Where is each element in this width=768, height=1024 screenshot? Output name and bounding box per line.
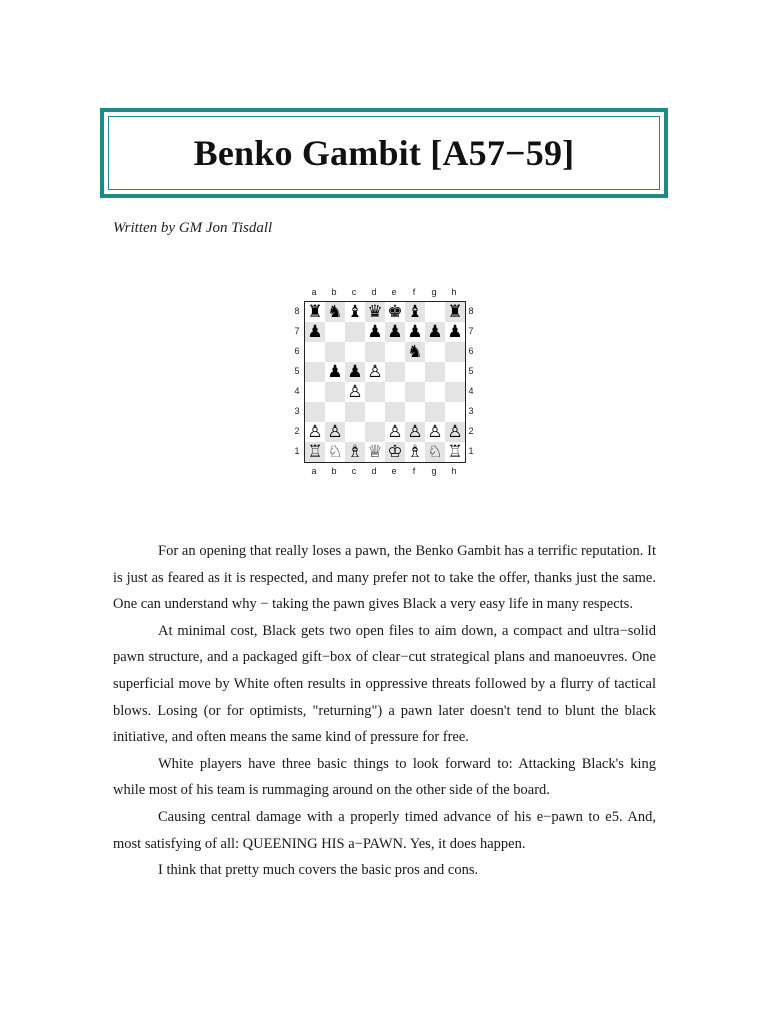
paragraph: Causing central damage with a properly timed advance of his e−pawn to e5. And, most satisfying of all: QUEENING HIS a−PAWN. Yes, it does happen.: [113, 808, 656, 852]
title-frame: [100, 108, 668, 198]
board-square-d4: [365, 382, 385, 402]
rank-label: 1: [468, 446, 474, 456]
board-square-h7: ♟: [445, 322, 465, 342]
board-square-b8: ♞: [325, 302, 345, 322]
board-square-h6: [445, 342, 465, 362]
board-square-a4: [305, 382, 325, 402]
board-square-f2: ♙: [405, 422, 425, 442]
board-square-a1: ♖: [305, 442, 325, 462]
file-label: c: [351, 287, 357, 297]
board-square-f7: ♟: [405, 322, 425, 342]
board-square-e8: ♚: [385, 302, 405, 322]
rank-label: 4: [468, 386, 474, 396]
author-byline: Written by GM Jon Tisdall: [113, 220, 273, 236]
board-square-e2: ♙: [385, 422, 405, 442]
file-label: f: [412, 287, 416, 297]
board-square-a7: ♟: [305, 322, 325, 342]
board-square-d8: ♛: [365, 302, 385, 322]
board-square-f5: [405, 362, 425, 382]
board-square-g1: ♘: [425, 442, 445, 462]
board-square-c1: ♗: [345, 442, 365, 462]
file-label: b: [331, 287, 337, 297]
board-square-g3: [425, 402, 445, 422]
rank-label: 8: [468, 306, 474, 316]
board-square-a6: [305, 342, 325, 362]
chess-board: [304, 301, 466, 463]
file-label: h: [451, 466, 457, 476]
rank-label: 6: [468, 346, 474, 356]
file-label: a: [311, 287, 317, 297]
board-square-d5: ♙: [365, 362, 385, 382]
board-square-h3: [445, 402, 465, 422]
board-square-b1: ♘: [325, 442, 345, 462]
file-label: g: [431, 466, 437, 476]
board-square-d6: [365, 342, 385, 362]
board-square-b4: [325, 382, 345, 402]
file-label: d: [371, 287, 377, 297]
file-label: b: [331, 466, 337, 476]
board-square-e7: ♟: [385, 322, 405, 342]
file-label: c: [351, 466, 357, 476]
board-square-f8: ♝: [405, 302, 425, 322]
rank-label: 6: [294, 346, 300, 356]
board-square-e4: [385, 382, 405, 402]
board-square-h8: ♜: [445, 302, 465, 322]
board-square-h2: ♙: [445, 422, 465, 442]
rank-label: 1: [294, 446, 300, 456]
chess-diagram: [287, 284, 479, 484]
paragraph: I think that pretty much covers the basic pros and cons.: [158, 862, 479, 879]
board-square-b5: ♟: [325, 362, 345, 382]
page-title: Benko Gambit [A57−59]: [193, 133, 575, 173]
board-square-a3: [305, 402, 325, 422]
board-square-a8: ♜: [305, 302, 325, 322]
board-square-g7: ♟: [425, 322, 445, 342]
board-square-g6: [425, 342, 445, 362]
file-label: e: [391, 287, 397, 297]
board-square-a5: [305, 362, 325, 382]
article-body: [113, 538, 656, 884]
title-frame-inner: [108, 116, 660, 190]
board-square-c6: [345, 342, 365, 362]
board-square-e3: [385, 402, 405, 422]
paragraph: At minimal cost, Black gets two open files to aim down, a compact and ultra−solid pawn structure, and a packaged gift−box of clear−cut strategical plans and manoeuvres. One superficial move by White often results in oppressive threats followed by a flurry of tactical blows. Losing (or for optimists, "returning") a pawn later doesn't tend to blunt the black initiative, and often means the same kind of pressure for free.: [113, 622, 656, 746]
board-square-c5: ♟: [345, 362, 365, 382]
file-label: d: [371, 466, 377, 476]
rank-label: 5: [294, 366, 300, 376]
board-square-c2: [345, 422, 365, 442]
paragraph: White players have three basic things to look forward to: Attacking Black's king while most of his team is rummaging around on the other side of the board.: [113, 755, 656, 799]
board-square-f1: ♗: [405, 442, 425, 462]
file-label: f: [412, 466, 416, 476]
board-square-d3: [365, 402, 385, 422]
board-square-h5: [445, 362, 465, 382]
paragraph: For an opening that really loses a pawn, the Benko Gambit has a terrific reputation. It is just as feared as it is respected, and many prefer not to take the offer, thanks just the same. One can understand why − taking the pawn gives Black a very easy life in many respects.: [113, 543, 656, 613]
board-square-c3: [345, 402, 365, 422]
board-square-g5: [425, 362, 445, 382]
board-square-a2: ♙: [305, 422, 325, 442]
rank-label: 5: [468, 366, 474, 376]
board-square-b7: [325, 322, 345, 342]
board-square-h1: ♖: [445, 442, 465, 462]
board-square-e6: [385, 342, 405, 362]
board-square-d1: ♕: [365, 442, 385, 462]
rank-label: 3: [294, 406, 300, 416]
rank-label: 2: [468, 426, 474, 436]
rank-label: 7: [468, 326, 474, 336]
board-square-d7: ♟: [365, 322, 385, 342]
board-square-f3: [405, 402, 425, 422]
rank-label: 3: [468, 406, 474, 416]
board-square-f4: [405, 382, 425, 402]
file-label: e: [391, 466, 397, 476]
file-label: a: [311, 466, 317, 476]
board-square-e5: [385, 362, 405, 382]
file-label: g: [431, 287, 437, 297]
board-square-f6: ♞: [405, 342, 425, 362]
board-square-c4: ♙: [345, 382, 365, 402]
rank-label: 4: [294, 386, 300, 396]
board-square-c7: [345, 322, 365, 342]
board-square-g4: [425, 382, 445, 402]
board-square-b6: [325, 342, 345, 362]
board-square-g8: [425, 302, 445, 322]
board-square-b3: [325, 402, 345, 422]
board-square-c8: ♝: [345, 302, 365, 322]
board-square-b2: ♙: [325, 422, 345, 442]
file-label: h: [451, 287, 457, 297]
board-square-h4: [445, 382, 465, 402]
rank-label: 8: [294, 306, 300, 316]
board-square-d2: [365, 422, 385, 442]
rank-label: 7: [294, 326, 300, 336]
board-square-e1: ♔: [385, 442, 405, 462]
rank-label: 2: [294, 426, 300, 436]
board-square-g2: ♙: [425, 422, 445, 442]
